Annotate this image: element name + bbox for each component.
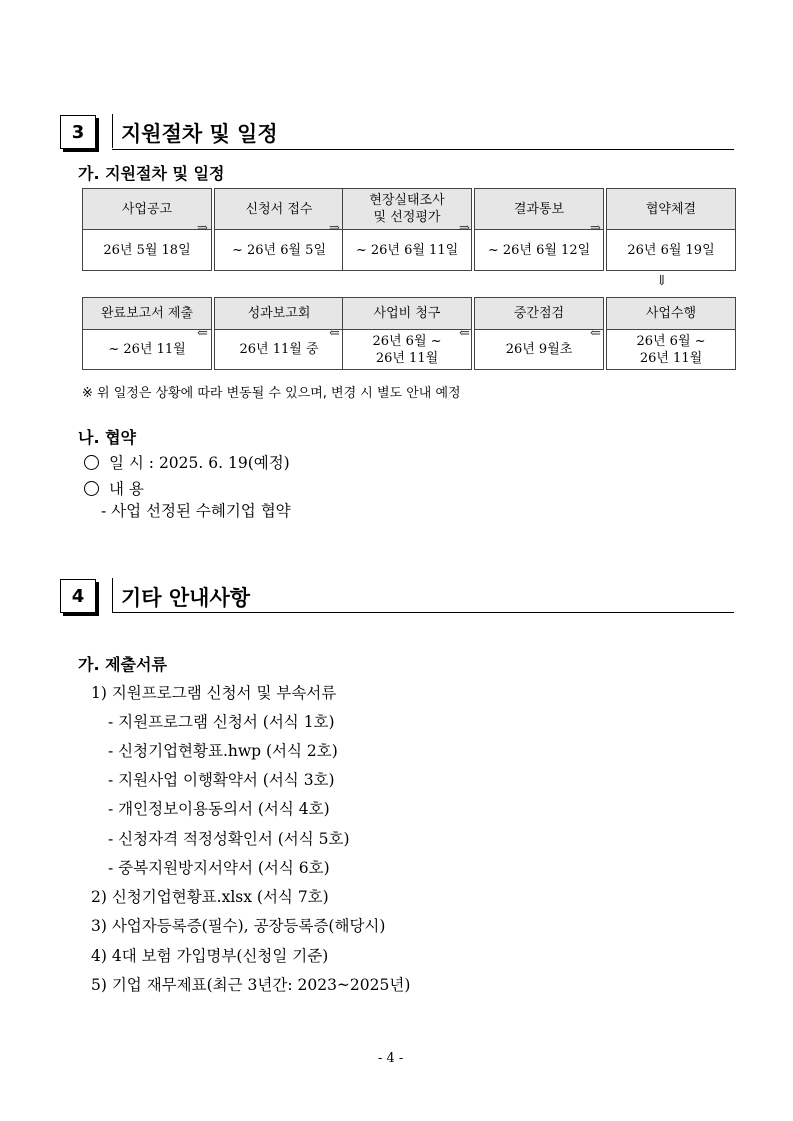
step-label: 현장실태조사 및 선정평가 (343, 189, 471, 230)
circle-bullet-icon (84, 481, 99, 496)
section-3-divider (112, 114, 113, 148)
step-label: 사업수행 (607, 298, 735, 330)
step-date: ~ 26년 11월 (108, 342, 186, 357)
step-performance-report (214, 297, 344, 370)
page-number: - 4 - (378, 1051, 404, 1066)
document-item: 4) 4대 보험 가입명부(신청일 기준) (91, 947, 329, 965)
step-label: 완료보고서 제출 (83, 298, 211, 330)
step-date: ~ 26년 6월 12일 (487, 242, 591, 258)
arrow-left-icon: ⇐ (590, 326, 601, 341)
document-item: 3) 사업자등록증(필수), 공장등록증(해당시) (91, 917, 386, 935)
step-date: 26년 6월 ~ 26년 11월 (372, 333, 442, 366)
document-subitem: - 지원사업 이행확약서 (서식 3호) (108, 771, 335, 789)
arrow-right-icon: ⇒ (590, 221, 601, 236)
document-subitem: - 개인정보이용동의서 (서식 4호) (108, 800, 330, 818)
step-label: 사업비 청구 (343, 298, 471, 330)
step-announcement (82, 188, 212, 271)
step-project-execution (606, 297, 736, 370)
agreement-date-line: 일 시 : 2025. 6. 19(예정) (84, 451, 290, 473)
section-4-number: 4 (60, 579, 96, 613)
step-date: ~ 26년 6월 5일 (231, 242, 327, 258)
arrow-down-icon: ⇓ (656, 273, 668, 289)
subheading-procedure: 가. 지원절차 및 일정 (78, 164, 225, 183)
step-date: 26년 11월 중 (239, 342, 319, 357)
section-3-underline (112, 149, 734, 150)
document-subitem: - 중복지원방지서약서 (서식 6호) (108, 859, 330, 877)
step-final-report (82, 297, 212, 370)
step-label: 사업공고 (83, 189, 211, 230)
section-3-number: 3 (60, 115, 96, 149)
document-item: 1) 지원프로그램 신청서 및 부속서류 (91, 684, 337, 702)
section-4-divider (112, 578, 113, 612)
section-4-underline (112, 612, 734, 613)
step-label: 중간점검 (475, 298, 603, 330)
step-label: 협약체결 (607, 189, 735, 230)
step-result-notice (474, 188, 604, 271)
subheading-documents: 가. 제출서류 (78, 655, 167, 674)
document-item: 2) 신청기업현황표.xlsx (서식 7호) (91, 888, 329, 906)
arrow-left-icon: ⇐ (197, 326, 208, 341)
step-date: ~ 26년 6월 11일 (355, 242, 459, 258)
agreement-content-line: 내 용 (84, 477, 144, 499)
schedule-note: ※ 위 일정은 상황에 따라 변동될 수 있으며, 변경 시 별도 안내 예정 (82, 386, 461, 401)
step-agreement (606, 188, 736, 271)
circle-bullet-icon (84, 455, 99, 470)
step-expense-claim (342, 297, 472, 370)
arrow-right-icon: ⇒ (197, 221, 208, 236)
step-label: 결과통보 (475, 189, 603, 230)
step-evaluation (342, 188, 472, 271)
step-application (214, 188, 344, 271)
arrow-left-icon: ⇐ (459, 326, 470, 341)
document-item: 5) 기업 재무제표(최근 3년간: 2023~2025년) (91, 976, 411, 994)
arrow-right-icon: ⇒ (459, 221, 470, 236)
document-subitem: - 지원프로그램 신청서 (서식 1호) (108, 713, 335, 731)
step-date: 26년 9월초 (505, 342, 573, 357)
agreement-content-item: - 사업 선정된 수혜기업 협약 (101, 502, 291, 520)
document-subitem: - 신청자격 적정성확인서 (서식 5호) (108, 830, 350, 848)
arrow-right-icon: ⇒ (329, 221, 340, 236)
step-date: 26년 5월 18일 (103, 242, 191, 258)
document-subitem: - 신청기업현황표.hwp (서식 2호) (108, 742, 338, 760)
step-label: 신청서 접수 (215, 189, 343, 230)
step-label: 성과보고회 (215, 298, 343, 330)
step-date: 26년 6월 ~ 26년 11월 (636, 333, 706, 366)
arrow-left-icon: ⇐ (329, 326, 340, 341)
step-midterm-check (474, 297, 604, 370)
step-date: 26년 6월 19일 (627, 242, 715, 258)
subheading-agreement: 나. 협약 (78, 428, 137, 447)
section-3-title: 지원절차 및 일정 (121, 122, 278, 146)
section-4-title: 기타 안내사항 (121, 586, 251, 610)
